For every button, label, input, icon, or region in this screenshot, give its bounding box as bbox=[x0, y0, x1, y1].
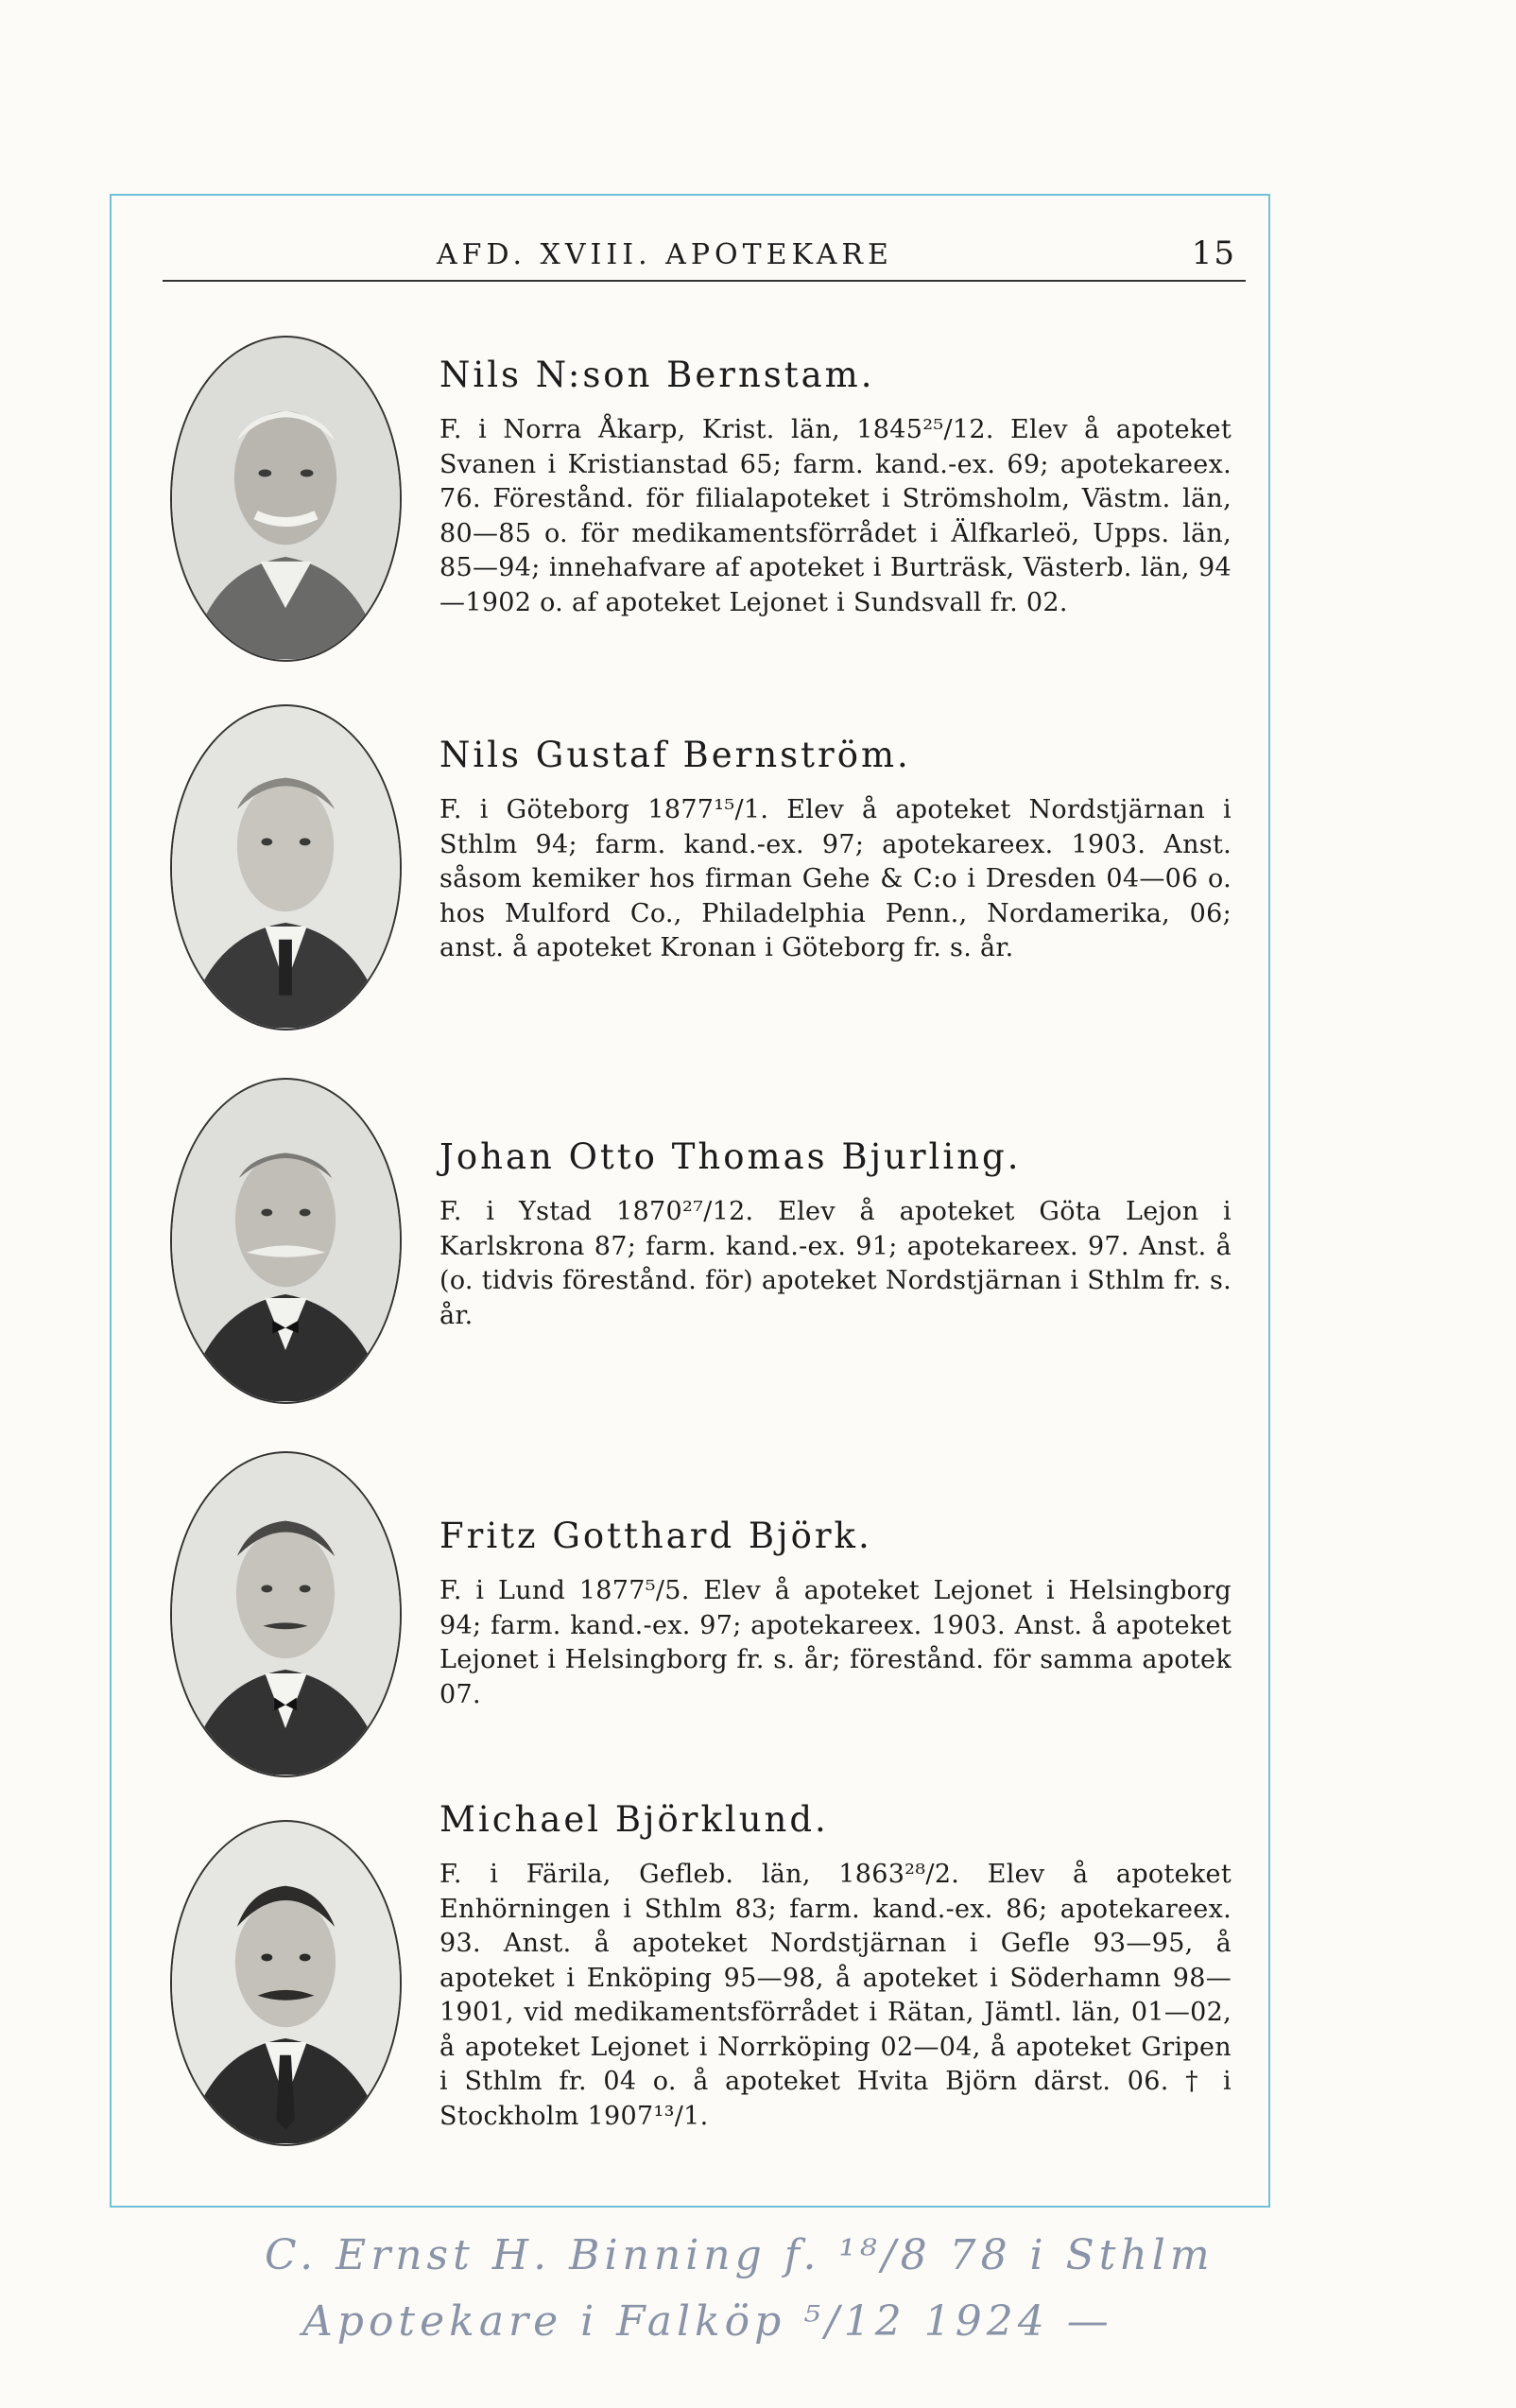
person-bio: F. i Ystad 1870²⁷/12. Elev å apoteket Göta Lejon i Karlskrona 87; farm. kand.-ex. 91; apotekareex. 97. Anst. å (o. tidvis förestånd. för) apoteket Nordstjärnan i Sthlm fr. s. år. bbox=[439, 1197, 1232, 1330]
entry-text bbox=[439, 1136, 1232, 1333]
entry-text bbox=[439, 355, 1232, 620]
person-bio: F. i Färila, Gefleb. län, 1863²⁸/2. Elev å apoteket Enhörningen i Sthlm 83; farm. kand.-ex. 86; apotekareex. 93. Anst. å apoteket Nordstjärnan i Gefle 93—95, å apoteket i Enköping 95—98, å apoteket i Söderhamn 98—1901, vid medikamentsförrådet i Rätan, Jämtl. län, 01—02, å apoteket Lejonet i Norrköping 02—04, å apoteket Gripen i Sthlm fr. 04 o. å apoteket Hvita Björn därst. 06. † i Stockholm 1907¹³/1. bbox=[439, 1860, 1232, 2131]
portrait-photo bbox=[170, 1078, 402, 1404]
section-title: AFD. XVIII. APOTEKARE bbox=[437, 238, 893, 271]
portrait-image bbox=[172, 706, 400, 1029]
person-name: Nils N:son Bernstam. bbox=[439, 355, 875, 395]
entry-text bbox=[439, 1516, 1232, 1712]
running-head bbox=[163, 236, 1246, 282]
person-name: Nils Gustaf Bernström. bbox=[439, 735, 911, 775]
portrait-photo bbox=[170, 1451, 402, 1777]
portrait-photo bbox=[170, 336, 402, 662]
portrait-photo bbox=[170, 1820, 402, 2146]
portrait-image bbox=[172, 338, 400, 660]
portrait-image bbox=[172, 1822, 400, 2144]
page-number: 15 bbox=[1191, 234, 1236, 272]
person-name: Fritz Gotthard Björk. bbox=[439, 1516, 872, 1556]
portrait-image bbox=[172, 1080, 400, 1402]
portrait-photo bbox=[170, 704, 402, 1031]
person-name: Johan Otto Thomas Bjurling. bbox=[439, 1136, 1022, 1177]
handwritten-note-line2: Apotekare i Falköp ⁵/12 1924 — bbox=[302, 2297, 1113, 2346]
person-name: Michael Björklund. bbox=[439, 1799, 829, 1840]
person-bio: F. i Lund 1877⁵/5. Elev å apoteket Lejonet i Helsingborg 94; farm. kand.-ex. 97; apotekareex. 1903. Anst. å apoteket Lejonet i Helsingborg fr. s. år; förestånd. för samma apotek 07. bbox=[439, 1576, 1232, 1709]
handwritten-note-line1: C. Ernst H. Binning f. ¹⁸/8 78 i Sthlm bbox=[265, 2231, 1215, 2279]
person-bio: F. i Göteborg 1877¹⁵/1. Elev å apoteket Nordstjärnan i Sthlm 94; farm. kand.-ex. 97; apotekareex. 1903. Anst. såsom kemiker hos firman Gehe & C:o i Dresden 04—06 o. hos Mulford Co., Philadelphia Penn., Nordamerika, 06; anst. å apoteket Kronan i Göteborg fr. s. år. bbox=[439, 795, 1232, 962]
portrait-image bbox=[172, 1453, 400, 1776]
person-bio: F. i Norra Åkarp, Krist. län, 1845²⁵/12. Elev å apoteket Svanen i Kristianstad 65; farm. kand.-ex. 69; apotekareex. 76. Förestånd. för filialapoteket i Strömsholm, Västm. län, 80—85 o. för medikamentsförrådet i Älfkarleö, Upps. län, 85—94; innehafvare af apoteket i Burträsk, Västerb. län, 94—1902 o. af apoteket Lejonet i Sundsvall fr. 02. bbox=[439, 415, 1232, 617]
entry-text bbox=[439, 1799, 1232, 2134]
entry-text bbox=[439, 735, 1232, 966]
